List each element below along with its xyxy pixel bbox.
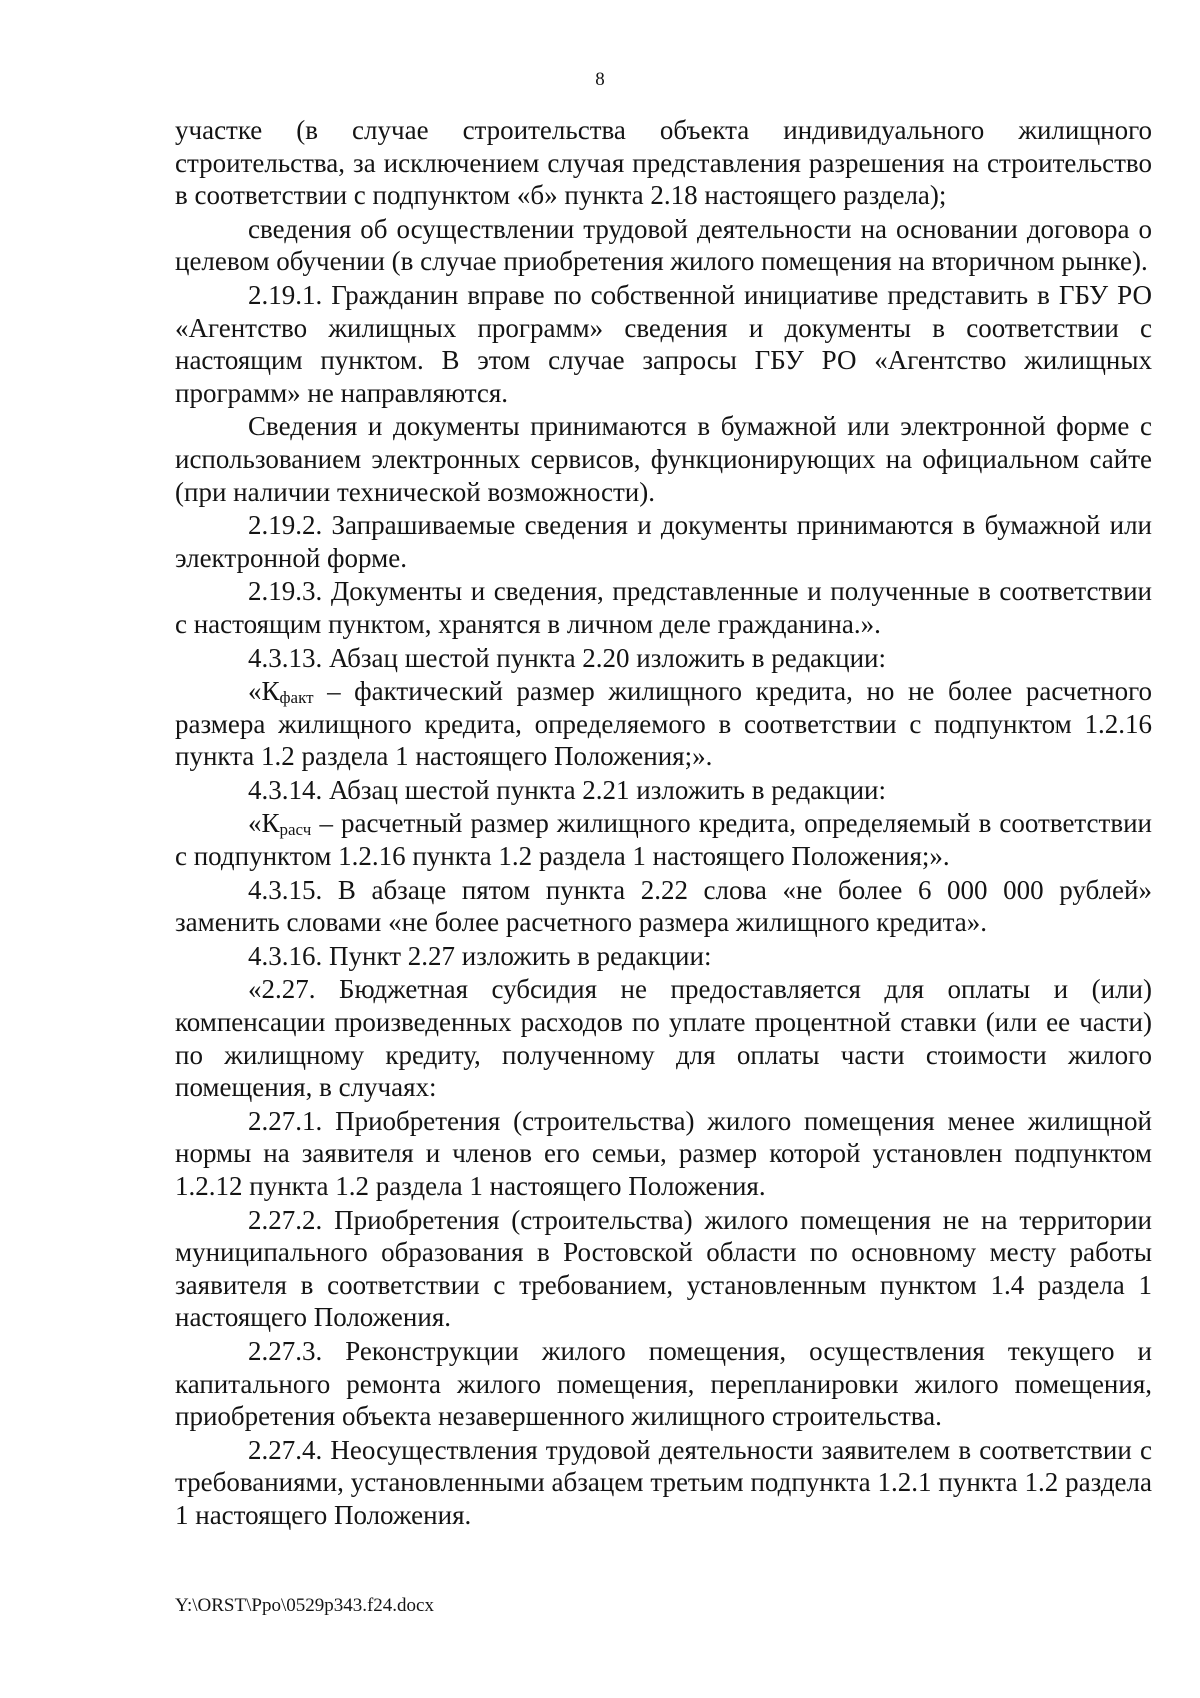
formula-subscript: факт [279,688,314,708]
paragraph: 4.3.16. Пункт 2.27 изложить в редакции: [248,940,712,971]
formula-definition: – фактический размер жилищного кредита, но не более расчетного размера жилищного кредита, определяемого в соответствии с подпунктом 1.2.16 пункта 1.2 раздела 1 настоящего Положения;». [175,676,1152,772]
paragraph: 4.3.13. Абзац шестой пункта 2.20 изложить в редакции: [248,642,887,673]
file-path-footer: Y:\ORST\Ppo\0529p343.f24.docx [175,1595,434,1616]
paragraph: 2.27.3. Реконструкции жилого помещения, осуществления текущего и капитального ремонта жилого помещения, перепланировки жилого помещения, приобретения объекта незавершенного жилищного строительства. [175,1335,1152,1432]
paragraph: 2.19.3. Документы и сведения, представленные и полученные в соответствии с настоящим пунктом, хранятся в личном деле гражданина.». [175,576,1152,639]
paragraph: 4.3.15. В абзаце пятом пункта 2.22 слова «не более 6 000 000 рублей» заменить словами «не более расчетного размера жилищного кредита». [175,874,1152,938]
paragraph: 2.19.2. Запрашиваемые сведения и документы принимаются в бумажной или электронной форме. [175,510,1152,573]
paragraph: Сведения и документы принимаются в бумажной или электронной форме с использованием электронных сервисов, функционирующих на официальном сайте (при наличии технической возможности). [175,411,1152,507]
formula-paragraph-krasch [175,807,1152,872]
paragraph: 4.3.14. Абзац шестой пункта 2.21 изложить в редакции: [248,774,887,805]
formula-symbol: «К [248,676,280,707]
formula-definition: – расчетный размер жилищного кредита, определяемый в соответствии с подпунктом 1.2.16 пункта 1.2 раздела 1 настоящего Положения;». [175,808,1152,872]
paragraph: «2.27. Бюджетная субсидия не предоставляется для оплаты и (или) компенсации произведенных расходов по уплате процентной ставки (или ее части) по жилищному кредиту, полученному для оплаты части стоимости жилого помещения, в случаях: [175,974,1152,1103]
page-number: 8 [595,69,605,90]
paragraph: сведения об осуществлении трудовой деятельности на основании договора о целевом обучении (в случае приобретения жилого помещения на вторичном рынке). [175,213,1152,277]
paragraph: 2.27.1. Приобретения (строительства) жилого помещения менее жилищной нормы на заявителя и членов его семьи, размер которой установлен подпунктом 1.2.12 пункта 1.2 раздела 1 настоящего Положения. [175,1105,1152,1201]
formula-symbol: «К [248,808,280,839]
paragraph: 2.19.1. Гражданин вправе по собственной инициативе представить в ГБУ РО «Агентство жилищных программ» сведения и документы в соответствии с настоящим пунктом. В этом случае запросы ГБУ РО «Агентство жилищных программ» не направляются. [175,279,1152,408]
paragraph-continuation: участке (в случае строительства объекта индивидуального жилищного строительства, за исключением случая представления разрешения на строительство в соответствии с подпунктом «б» пункта 2.18 настоящего раздела); [175,115,1152,211]
paragraph: 2.27.2. Приобретения (строительства) жилого помещения не на территории муниципального образования в Ростовской области по основному месту работы заявителя в соответствии с требованием, установленным пунктом 1.4 раздела 1 настоящего Положения. [175,1204,1152,1333]
document-body [175,114,1152,1532]
formula-subscript: расч [279,820,312,840]
formula-paragraph-kfakt [175,675,1152,773]
paragraph: 2.27.4. Неосуществления трудовой деятельности заявителем в соответствии с требованиями, установленными абзацем третьим подпункта 1.2.1 пункта 1.2 раздела 1 настоящего Положения. [175,1434,1152,1530]
